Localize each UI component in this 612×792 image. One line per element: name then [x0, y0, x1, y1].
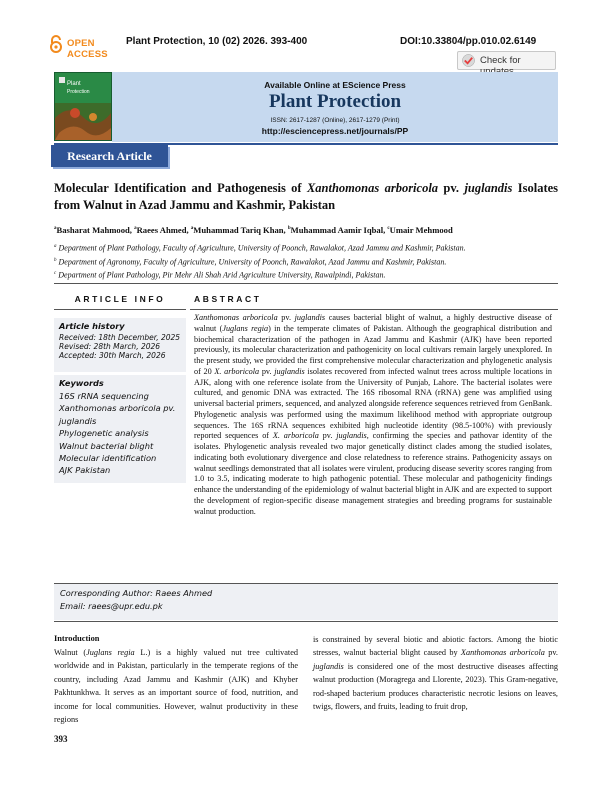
affiliation-item: $^b$ Department of Agronomy, Faculty of Agriculture, University of Poonch, Rawalakot, Azad Jammu and Kashmir, Pakistan.	[54, 257, 447, 267]
corresponding-author-box	[54, 584, 558, 620]
doi-link[interactable]: DOI:10.33804/pp.010.02.6149	[400, 36, 537, 47]
article-info-heading: ARTICLE INFO	[74, 294, 166, 304]
open-access-logo	[48, 34, 120, 60]
article-info-divider	[54, 309, 186, 310]
journal-title: Plant Protection	[268, 91, 402, 112]
cover-word-protection: Protection	[67, 89, 90, 95]
journal-banner	[112, 72, 558, 142]
journal-url-link[interactable]: http://esciencepress.net/journals/PP	[261, 126, 409, 136]
intro-column-left: Walnut (Juglans regia L.) is a highly valued nut tree cultivated worldwide and in Pakistan, particularly in the temperate regions of the country, including Azad Jammu and Kashmir (AJK) and Khyber Pakhtunkhwa. It serves as an important source of food, nutrition, and income for local communities. However, walnut productivity in these regions	[54, 648, 298, 725]
corresponding-email[interactable]: Email: raees@upr.edu.pk	[60, 601, 163, 611]
keyword-item: Phylogenetic analysis	[59, 428, 149, 439]
author-name: Muhammad Tariq Khan,	[193, 225, 288, 235]
article-history-box	[54, 318, 186, 372]
author-name: Umair Mehmood	[389, 225, 453, 235]
intro-column-right: is constrained by several biotic and abiotic factors. Among the biotic stresses, walnut bacterial blight caused by Xanthomonas arboricola pv. juglandis is considered one of the most destructive diseases affecting walnut production (Moragrega and Llorente, 2023). This Gram-negative, rod-shaped bacterium produces characteristic necrotic lesions on leaves, twigs, flowers, and fruits, leading to fruit drop,	[313, 635, 558, 712]
keyword-item: Walnut bacterial blight	[59, 440, 154, 451]
revised-date: Revised: 28th March, 2026	[59, 342, 161, 351]
keyword-item: 16S rRNA sequencing	[59, 391, 149, 401]
article-title: Molecular Identification and Pathogenesis of Xanthomonas arboricola pv. juglandis Isolates from Walnut in Azad Jammu and Kashmir, Pakistan	[54, 181, 559, 212]
cover-word-plant: Plant	[67, 81, 81, 87]
journal-citation: Plant Protection, 10 (02) 2026. 393-400	[126, 36, 308, 47]
open-access-label: OPEN ACCESS	[67, 38, 108, 60]
keyword-item: Xanthomonas arboricola pv. juglandis	[59, 403, 176, 426]
article-history-heading: Article history	[59, 321, 125, 331]
open-lock-icon	[48, 35, 64, 53]
article-type-label: Research Article	[67, 149, 152, 163]
issn-text: ISSN: 2617-1287 (Online), 2617-1279 (Print)	[270, 117, 400, 124]
keywords-box	[54, 375, 186, 483]
cover-art	[55, 73, 111, 140]
abstract-heading: ABSTRACT	[194, 294, 262, 304]
received-date: Received: 18th December, 2025	[59, 333, 181, 342]
check-for-updates-label: Check for	[480, 55, 521, 66]
affiliation-list	[54, 241, 558, 282]
introduction-heading: Introduction	[54, 634, 100, 643]
corresponding-bottom-divider	[54, 621, 558, 622]
article-type-badge	[51, 145, 168, 167]
keyword-item: AJK Pakistan	[59, 465, 111, 476]
affiliation-item: $^a$ Department of Plant Pathology, Faculty of Agriculture, University of Poonch, Rawalakot, Azad Jammu and Kashmir, Pakistan.	[54, 243, 466, 253]
check-for-updates-button[interactable]	[457, 51, 556, 70]
affiliation-item: $^c$ Department of Plant Pathology, Pir Mehr Ali Shah Arid Agriculture University, Rawalpindi, Pakistan.	[54, 270, 386, 280]
keyword-item: Molecular identification	[59, 453, 157, 464]
keywords-heading: Keywords	[59, 378, 104, 388]
author-name: Basharat Mahmood,	[56, 225, 135, 235]
affiliation-divider	[54, 283, 558, 284]
author-list: $^a$Basharat Mahmood, $^a$Raees Ahmed, $^a$Muhammad Tariq Khan, $^b$Muhammad Aamir Iqbal, $^c$Umair Mehmood	[54, 225, 453, 235]
corresponding-author: Corresponding Author: Raees Ahmed	[60, 588, 213, 598]
journal-cover-image	[54, 72, 112, 141]
available-online-text: Available Online at EScience Press	[264, 80, 406, 90]
abstract-divider	[190, 309, 558, 310]
crossmark-icon	[462, 54, 475, 67]
page-number: 393	[54, 734, 68, 744]
abstract-text: Xanthomonas arboricola pv. juglandis causes bacterial blight of walnut, a highly destructive disease of walnut (Juglans regia) in the temperate climates of Pakistan. Although the geographical distribution and biochemical characterization of the pathogen in Azad Jammu and Kashmir (AJK) have been reported previously, its molecular characterization and pathogenicity on local cultivars remain largely unexplored. In the present study, we provided the first comprehensive molecular characterization and phylogenetic analysis of 20 X. arboricola pv. juglandis isolates recovered from infected walnut trees across multiple locations in AJK, along with one reference isolate from the University of Punjab, Lahore. The bacterial isolates were cultured, and genomic DNA was extracted. The 16S ribosomal RNA (rRNA) gene was amplified using universal bacterial primers, sequenced, and analyzed alongside reference sequences retrieved from GenBank. Phylogenetic analysis was performed using the maximum likelihood method with appropriate outgroup sequences. The 16S rRNA sequences exhibited high nucleotide identity (98.5-100%) with previously reported sequences of X. arboricola pv. juglandis, confirming the species and pathovar identity of the isolates. Phylogenetic analysis revealed two major genetically distinct clades among the studied isolates, indicating both evolutionary divergence and close relatedness to reference strains. Pathogenicity assays on walnut seedlings demonstrated that all isolates were virulent, producing disease severity scores ranging from 1.0 to 3.5, indicating moderate to high pathogenic potential. These molecular and pathogenicity findings enhance the understanding of the epidemiology of walnut bacterial blight in AJK and are expected to support the development of region-specific disease management strategies and breeding programs for sustainable walnut production.	[194, 313, 553, 516]
author-name: Raees Ahmed,	[136, 225, 191, 235]
author-name: Muhammad Aamir Iqbal,	[290, 225, 388, 235]
accepted-date: Accepted: 30th March, 2026	[59, 351, 166, 360]
